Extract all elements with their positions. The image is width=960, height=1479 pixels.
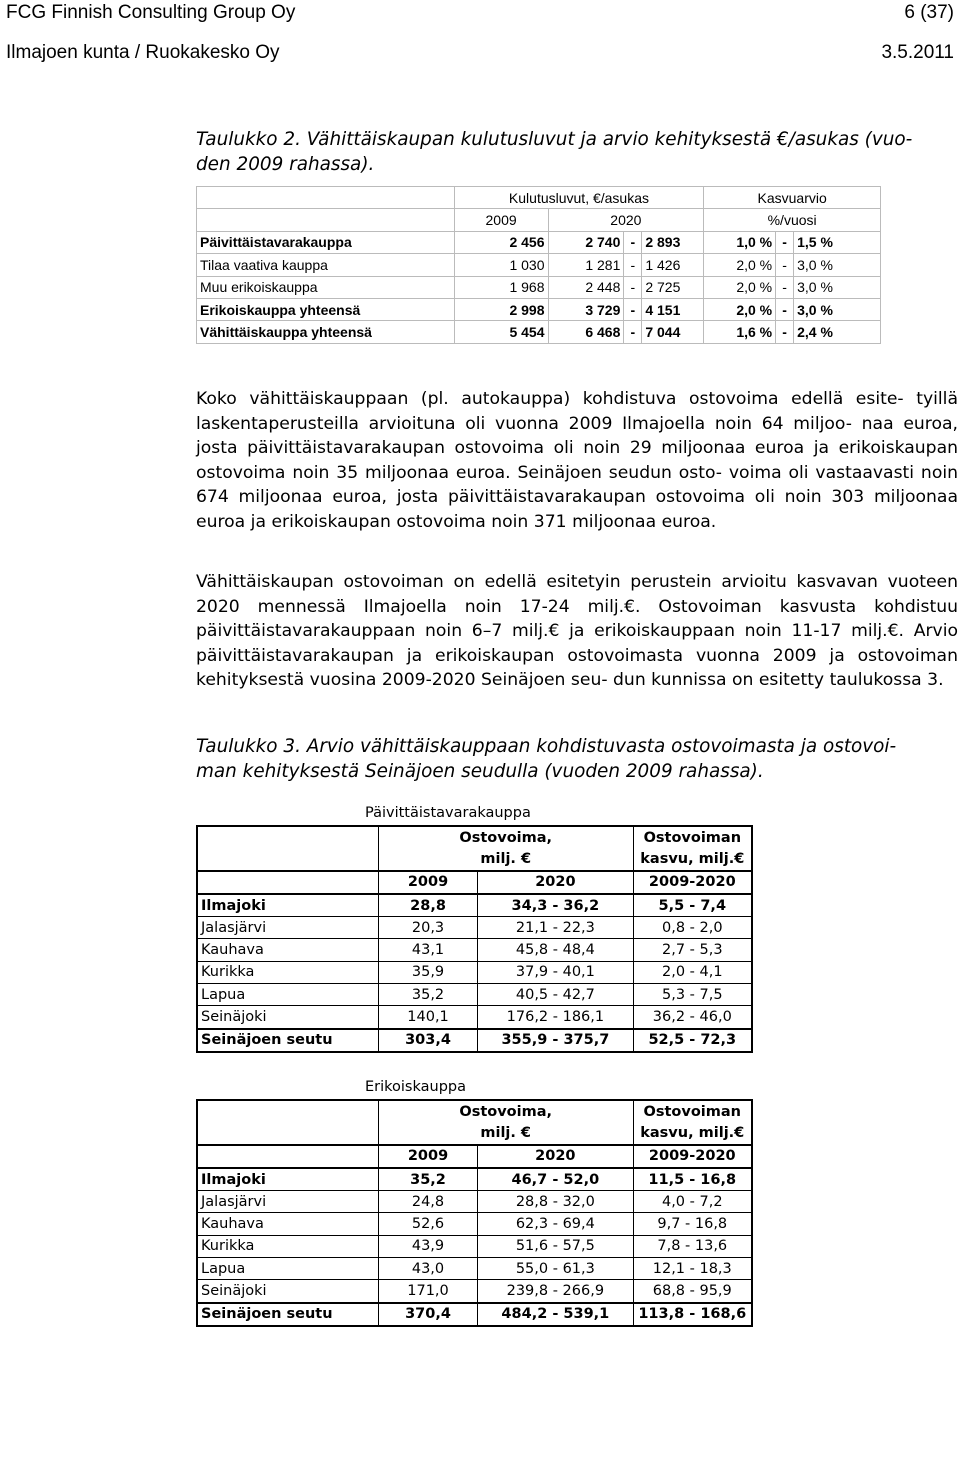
purchasing-2020: 51,6 - 57,5 [478, 1235, 633, 1257]
purchasing-2020: 28,8 - 32,0 [478, 1191, 633, 1213]
municipality-name: Seinäjoki [197, 1280, 378, 1303]
municipality-name: Lapua [197, 1258, 378, 1280]
purchasing-2020: 62,3 - 69,4 [478, 1213, 633, 1235]
table-row [197, 276, 881, 298]
table-row [197, 254, 881, 276]
purchasing-2020: 484,2 - 539,1 [478, 1303, 633, 1326]
value-2020-low: 3 729 [548, 298, 624, 320]
row-name: Päivittäistavarakauppa [197, 231, 455, 253]
text-line: voima oli vastaavasti noin 674 miljoonaa euroa, josta päivittäistavarakaupan [196, 462, 959, 508]
col-purchasing: Ostovoima, [378, 1100, 633, 1122]
table-header-row [197, 871, 752, 894]
table-row [197, 1191, 752, 1213]
text-line: ostovoima oli noin 303 miljoonaa euroa ja erikoiskaupan ostovoima noin 371 [196, 487, 959, 532]
text-line: ja erikoiskaupan ostovoima noin 35 miljoonaa euroa. Seinäjoen seudun osto- [196, 438, 959, 483]
purchasing-2020: 176,2 - 186,1 [478, 1006, 633, 1029]
table-row [197, 1029, 752, 1052]
specialty-table-label: Erikoiskauppa [365, 1079, 466, 1095]
blank-cell [197, 848, 378, 870]
growth-low: 2,0 % [704, 254, 776, 276]
range-dash: - [624, 254, 642, 276]
text-line: Vähittäiskaupan ostovoiman on edellä esitetyin perustein arvioitu kasvavan [196, 572, 878, 592]
value-2020-high: 7 044 [642, 321, 704, 343]
text-line: dun kunnissa on esitetty taulukossa 3. [613, 670, 944, 691]
col-growth-unit: kasvu, milj.€ [633, 1122, 752, 1144]
blank-cell [197, 826, 378, 848]
year-2020: 2020 [478, 871, 633, 894]
table-header-row [197, 187, 881, 209]
growth-2009-2020: 4,0 - 7,2 [633, 1191, 752, 1213]
table-row [197, 298, 881, 320]
table-header-row [197, 1100, 752, 1122]
purchasing-2020: 55,0 - 61,3 [478, 1258, 633, 1280]
growth-2009-2020: 11,5 - 16,8 [633, 1168, 752, 1191]
purchasing-2009: 35,2 [378, 984, 477, 1006]
table2-caption: Taulukko 2. Vähittäiskaupan kulutusluvut ja arvio kehityksestä €/asukas (vuo- den 2009 rahassa). [196, 129, 913, 175]
municipality-name: Kurikka [197, 1235, 378, 1257]
table-row [197, 894, 752, 917]
value-2020-high: 4 151 [642, 298, 704, 320]
municipality-name: Kauhava [197, 939, 378, 961]
col-growth: Ostovoiman [633, 826, 752, 848]
col-growth: Ostovoiman [633, 1100, 752, 1122]
purchasing-2009: 43,0 [378, 1258, 477, 1280]
growth-high: 2,4 % [794, 321, 881, 343]
table-row [197, 984, 752, 1006]
table-header-row [197, 209, 881, 231]
table3-caption: Taulukko 3. Arvio vähittäiskauppaan kohdistuvasta ostovoimasta ja ostovoi- man kehityksestä Seinäjoen seudulla (vuoden 2009 rahassa). [196, 736, 897, 782]
text-line: vuoteen 2020 mennessä Ilmajoella noin 17-24 milj.€. Ostovoiman kasvusta [196, 572, 958, 617]
purchasing-2009: 303,4 [378, 1029, 477, 1052]
purchasing-2009: 52,6 [378, 1213, 477, 1235]
range-dash: - [624, 321, 642, 343]
purchasing-2020: 40,5 - 42,7 [478, 984, 633, 1006]
value-2009: 1 030 [454, 254, 548, 276]
growth-2009-2020: 36,2 - 46,0 [633, 1006, 752, 1029]
purchasing-2020: 355,9 - 375,7 [478, 1029, 633, 1052]
value-2009: 2 998 [454, 298, 548, 320]
value-2020-high: 1 426 [642, 254, 704, 276]
municipality-name: Seinäjoen seutu [197, 1303, 378, 1326]
specialty-purchasing-table [196, 1099, 753, 1327]
value-2020-low: 1 281 [548, 254, 624, 276]
purchasing-2020: 34,3 - 36,2 [478, 894, 633, 917]
purchasing-2020: 239,8 - 266,9 [478, 1280, 633, 1303]
growth-2009-2020: 5,5 - 7,4 [633, 894, 752, 917]
text-line: tyillä laskentaperusteilla arvioituna oli vuonna 2009 Ilmajoella noin 64 miljoo- [196, 389, 958, 434]
row-name: Vähittäiskauppa yhteensä [197, 321, 455, 343]
municipality-name: Seinäjoki [197, 1006, 378, 1029]
value-2020-low: 2 740 [548, 231, 624, 253]
growth-2009-2020: 9,7 - 16,8 [633, 1213, 752, 1235]
year-2020: 2020 [548, 209, 704, 231]
text-line: 11-17 milj.€. Arvio päivittäistavarakaupan ja erikoiskaupan ostovoimasta [196, 621, 958, 666]
year-range: 2009-2020 [633, 1145, 752, 1168]
table-row [197, 231, 881, 253]
growth-2009-2020: 2,0 - 4,1 [633, 961, 752, 983]
municipality-name: Seinäjoen seutu [197, 1029, 378, 1052]
col-purchasing-unit: milj. € [378, 1122, 633, 1144]
row-name: Erikoiskauppa yhteensä [197, 298, 455, 320]
municipality-name: Jalasjärvi [197, 917, 378, 939]
paragraph-growth [196, 570, 958, 693]
document-date: 3.5.2011 [881, 42, 954, 63]
growth-low: 2,0 % [704, 276, 776, 298]
range-dash: - [776, 231, 794, 253]
value-2020-high: 2 893 [642, 231, 704, 253]
growth-high: 1,5 % [794, 231, 881, 253]
value-2009: 1 968 [454, 276, 548, 298]
table-row [197, 1303, 752, 1326]
growth-2009-2020: 2,7 - 5,3 [633, 939, 752, 961]
growth-low: 2,0 % [704, 298, 776, 320]
group-growth: Kasvuarvio [704, 187, 881, 209]
range-dash: - [776, 276, 794, 298]
municipality-name: Ilmajoki [197, 1168, 378, 1191]
table-row [197, 1280, 752, 1303]
value-2020-high: 2 725 [642, 276, 704, 298]
table-header-row [197, 1145, 752, 1168]
municipality-name: Jalasjärvi [197, 1191, 378, 1213]
purchasing-2009: 20,3 [378, 917, 477, 939]
municipality-name: Lapua [197, 984, 378, 1006]
table-header-row [197, 1122, 752, 1144]
year-2009: 2009 [378, 1145, 477, 1168]
year-2009: 2009 [378, 871, 477, 894]
consumption-table [196, 186, 881, 344]
range-dash: - [624, 231, 642, 253]
year-range: 2009-2020 [633, 871, 752, 894]
value-2020-low: 2 448 [548, 276, 624, 298]
growth-2009-2020: 68,8 - 95,9 [633, 1280, 752, 1303]
growth-2009-2020: 113,8 - 168,6 [633, 1303, 752, 1326]
project-name: Ilmajoen kunta / Ruokakesko Oy [6, 42, 280, 63]
range-dash: - [624, 276, 642, 298]
table-row [197, 1213, 752, 1235]
municipality-name: Kurikka [197, 961, 378, 983]
text-line: naa euroa, josta päivittäistavarakaupan ostovoima oli noin 29 miljoonaa euroa [196, 413, 959, 459]
purchasing-2009: 35,9 [378, 961, 477, 983]
value-2009: 5 454 [454, 321, 548, 343]
year-2020: 2020 [478, 1145, 633, 1168]
year-2009: 2009 [454, 209, 548, 231]
col-purchasing-unit: milj. € [378, 848, 633, 870]
company-name: FCG Finnish Consulting Group Oy [6, 2, 296, 23]
purchasing-2020: 46,7 - 52,0 [478, 1168, 633, 1191]
table-row [197, 1006, 752, 1029]
table-row [197, 939, 752, 961]
growth-unit: %/vuosi [704, 209, 881, 231]
value-2020-low: 6 468 [548, 321, 624, 343]
col-growth-unit: kasvu, milj.€ [633, 848, 752, 870]
purchasing-2009: 35,2 [378, 1168, 477, 1191]
row-name: Tilaa vaativa kauppa [197, 254, 455, 276]
growth-high: 3,0 % [794, 298, 881, 320]
paragraph-purchasing-power [196, 387, 958, 535]
table-row [197, 1235, 752, 1257]
text-line: kohdistuu päivittäistavarakauppaan noin 6–7 milj.€ ja erikoiskauppaan noin [196, 596, 959, 642]
table-row [197, 1168, 752, 1191]
growth-2009-2020: 5,3 - 7,5 [633, 984, 752, 1006]
grocery-table-label: Päivittäistavarakauppa [365, 805, 531, 821]
growth-low: 1,0 % [704, 231, 776, 253]
municipality-name: Ilmajoki [197, 894, 378, 917]
page-number: 6 (37) [904, 2, 954, 23]
purchasing-2009: 43,1 [378, 939, 477, 961]
table-row [197, 321, 881, 343]
growth-high: 3,0 % [794, 254, 881, 276]
row-name: Muu erikoiskauppa [197, 276, 455, 298]
table-row [197, 917, 752, 939]
growth-2009-2020: 7,8 - 13,6 [633, 1235, 752, 1257]
growth-2009-2020: 0,8 - 2,0 [633, 917, 752, 939]
purchasing-2009: 370,4 [378, 1303, 477, 1326]
purchasing-2020: 45,8 - 48,4 [478, 939, 633, 961]
text-line: Koko vähittäiskauppaan (pl. autokauppa) kohdistuva ostovoima edellä esite- [196, 389, 904, 409]
col-purchasing: Ostovoima, [378, 826, 633, 848]
blank-cell [197, 1145, 378, 1168]
range-dash: - [624, 298, 642, 320]
blank-cell [197, 871, 378, 894]
blank-cell [197, 1122, 378, 1144]
growth-2009-2020: 12,1 - 18,3 [633, 1258, 752, 1280]
purchasing-2009: 140,1 [378, 1006, 477, 1029]
group-consumption: Kulutusluvut, €/asukas [454, 187, 704, 209]
table-row [197, 961, 752, 983]
range-dash: - [776, 321, 794, 343]
value-2009: 2 456 [454, 231, 548, 253]
table-header-row [197, 848, 752, 870]
range-dash: - [776, 254, 794, 276]
text-line: vuonna 2009 ja ostovoiman kehityksestä vuosina 2009-2020 Seinäjoen seu- [196, 645, 958, 691]
growth-low: 1,6 % [704, 321, 776, 343]
text-line: miljoonaa euroa. [572, 511, 717, 532]
table-row [197, 1258, 752, 1280]
purchasing-2009: 171,0 [378, 1280, 477, 1303]
purchasing-2020: 21,1 - 22,3 [478, 917, 633, 939]
purchasing-2009: 28,8 [378, 894, 477, 917]
blank-cell [197, 1100, 378, 1122]
municipality-name: Kauhava [197, 1213, 378, 1235]
purchasing-2020: 37,9 - 40,1 [478, 961, 633, 983]
grocery-purchasing-table [196, 825, 753, 1053]
table-header-row [197, 826, 752, 848]
growth-2009-2020: 52,5 - 72,3 [633, 1029, 752, 1052]
range-dash: - [776, 298, 794, 320]
purchasing-2009: 43,9 [378, 1235, 477, 1257]
growth-high: 3,0 % [794, 276, 881, 298]
purchasing-2009: 24,8 [378, 1191, 477, 1213]
